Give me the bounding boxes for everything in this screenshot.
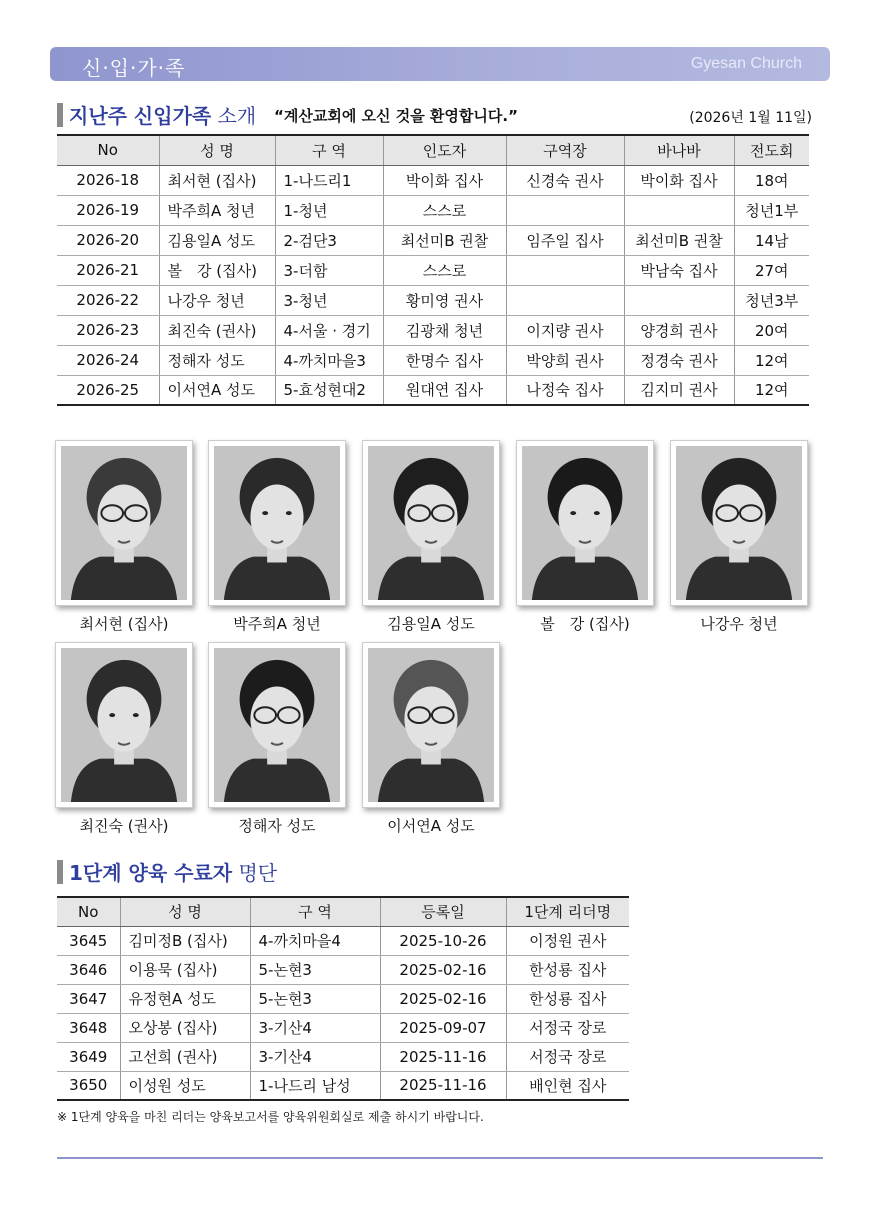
photo-caption: 김용일A 성도 [387, 615, 475, 633]
table-cell [506, 195, 624, 225]
table-cell: 3648 [57, 1013, 120, 1042]
intro-subtitle: 소개 [211, 104, 257, 128]
table-cell: 청년1부 [734, 195, 809, 225]
member-photo [55, 440, 193, 606]
table-cell: 2026-19 [57, 195, 159, 225]
table-cell [506, 255, 624, 285]
table-cell: 최서현 (집사) [159, 165, 275, 195]
table-row [57, 255, 809, 285]
member-photo [362, 440, 500, 606]
table-row [57, 195, 809, 225]
table-cell: 3646 [57, 955, 120, 984]
column-header: 바나바 [624, 135, 734, 165]
table-cell: 스스로 [383, 195, 506, 225]
table-row [57, 375, 809, 405]
table-cell: 2025-09-07 [380, 1013, 506, 1042]
heading-bar [57, 860, 63, 884]
column-header: No [57, 897, 120, 926]
table-cell: 김지미 권사 [624, 375, 734, 405]
table-cell: 3647 [57, 984, 120, 1013]
table-cell: 3-더함 [275, 255, 383, 285]
table-cell: 2026-21 [57, 255, 159, 285]
church-name: Gyesan Church [690, 55, 802, 72]
table-cell: 최선미B 권찰 [624, 225, 734, 255]
table-cell: 2026-22 [57, 285, 159, 315]
table-cell: 1-나드리 남성 [250, 1071, 380, 1100]
table-row [57, 165, 809, 195]
photo-caption: 최서현 (집사) [79, 615, 169, 633]
table-cell: 2025-02-16 [380, 984, 506, 1013]
table-cell: 청년3부 [734, 285, 809, 315]
table-cell: 3645 [57, 926, 120, 955]
table-cell: 김미정B (집사) [120, 926, 250, 955]
table-cell: 최선미B 권찰 [383, 225, 506, 255]
table-cell: 1-나드리1 [275, 165, 383, 195]
table-cell: 이지량 권사 [506, 315, 624, 345]
table-cell: 2025-11-16 [380, 1071, 506, 1100]
table-cell: 2026-23 [57, 315, 159, 345]
graduates-title: 1단계 양육 수료자 [69, 861, 233, 885]
table-cell: 신경숙 권사 [506, 165, 624, 195]
column-header: 구 역 [275, 135, 383, 165]
intro-heading [57, 100, 256, 129]
table-cell: 2025-11-16 [380, 1042, 506, 1071]
member-photo [208, 642, 346, 808]
table-cell: 배인현 집사 [506, 1071, 629, 1100]
photo-caption: 박주희A 청년 [233, 615, 321, 633]
table-cell: 2025-10-26 [380, 926, 506, 955]
section-banner [50, 47, 830, 81]
table-row [57, 926, 629, 955]
table-row [57, 315, 809, 345]
member-photo [55, 642, 193, 808]
table-row [57, 1013, 629, 1042]
table-cell: 20여 [734, 315, 809, 345]
table-cell: 5-논현3 [250, 955, 380, 984]
table-row [57, 984, 629, 1013]
column-header: No [57, 135, 159, 165]
photo-caption: 정해자 성도 [238, 817, 316, 835]
table-cell: 나정숙 집사 [506, 375, 624, 405]
intro-title: 지난주 신입가족 [69, 104, 212, 128]
member-photo [670, 440, 808, 606]
table-cell: 2026-18 [57, 165, 159, 195]
column-header: 구 역 [250, 897, 380, 926]
table-cell: 양경희 권사 [624, 315, 734, 345]
table-row [57, 1042, 629, 1071]
column-header: 구역장 [506, 135, 624, 165]
table-cell: 박이화 집사 [383, 165, 506, 195]
table-cell: 임주일 집사 [506, 225, 624, 255]
table-cell: 원대연 집사 [383, 375, 506, 405]
table-cell: 5-효성현대2 [275, 375, 383, 405]
table-cell: 5-논현3 [250, 984, 380, 1013]
new-members-table [57, 134, 809, 406]
table-cell: 12여 [734, 345, 809, 375]
intro-date: (2026년 1월 11일) [689, 110, 812, 126]
photo-caption: 최진숙 (권사) [79, 817, 169, 835]
table-cell: 2026-25 [57, 375, 159, 405]
member-photo [362, 642, 500, 808]
table-cell: 최진숙 (권사) [159, 315, 275, 345]
graduates-subtitle: 명단 [232, 861, 278, 885]
heading-bar [57, 103, 63, 127]
table-cell: 이성원 성도 [120, 1071, 250, 1100]
table-cell: 이서연A 성도 [159, 375, 275, 405]
footnote: ※ 1단계 양육을 마친 리더는 양육보고서를 양육위원회실로 제출 하시기 바랍니다. [57, 1110, 484, 1124]
graduates-heading [57, 857, 277, 886]
table-cell: 박남숙 집사 [624, 255, 734, 285]
table-cell: 4-서울 · 경기 [275, 315, 383, 345]
table-cell: 정경숙 권사 [624, 345, 734, 375]
table-cell [624, 195, 734, 225]
table-row [57, 1071, 629, 1100]
table-cell: 이용묵 (집사) [120, 955, 250, 984]
photo-caption: 이서연A 성도 [387, 817, 475, 835]
photo-caption: 볼 강 (집사) [540, 615, 630, 633]
table-cell: 2026-24 [57, 345, 159, 375]
bottom-divider [57, 1157, 823, 1159]
table-cell: 김용일A 성도 [159, 225, 275, 255]
table-row [57, 225, 809, 255]
table-cell: 3-기산4 [250, 1013, 380, 1042]
table-cell: 한성룡 집사 [506, 984, 629, 1013]
table-cell: 정해자 성도 [159, 345, 275, 375]
table-cell: 볼 강 (집사) [159, 255, 275, 285]
member-photo [516, 440, 654, 606]
column-header: 1단계 리더명 [506, 897, 629, 926]
table-row [57, 345, 809, 375]
table-cell: 유정현A 성도 [120, 984, 250, 1013]
table-cell: 18여 [734, 165, 809, 195]
member-photo [208, 440, 346, 606]
table-cell: 한명수 집사 [383, 345, 506, 375]
table-row [57, 285, 809, 315]
table-cell: 3650 [57, 1071, 120, 1100]
table-cell: 3-청년 [275, 285, 383, 315]
table-cell: 3649 [57, 1042, 120, 1071]
welcome-text: “계산교회에 오신 것을 환영합니다.” [274, 107, 518, 125]
table-cell: 14남 [734, 225, 809, 255]
table-cell: 한성룡 집사 [506, 955, 629, 984]
table-cell: 나강우 청년 [159, 285, 275, 315]
column-header: 성 명 [120, 897, 250, 926]
table-cell: 이정원 권사 [506, 926, 629, 955]
table-cell: 박주희A 청년 [159, 195, 275, 225]
table-cell: 오상봉 (집사) [120, 1013, 250, 1042]
photo-caption: 나강우 청년 [700, 615, 778, 633]
table-cell: 2025-02-16 [380, 955, 506, 984]
table-cell: 서정국 장로 [506, 1013, 629, 1042]
table-cell: 2026-20 [57, 225, 159, 255]
column-header: 성 명 [159, 135, 275, 165]
table-cell: 고선희 (권사) [120, 1042, 250, 1071]
table-cell: 스스로 [383, 255, 506, 285]
table-cell: 서정국 장로 [506, 1042, 629, 1071]
table-row [57, 955, 629, 984]
table-cell [506, 285, 624, 315]
table-cell: 1-청년 [275, 195, 383, 225]
banner-title: 신·입·가·족 [82, 56, 186, 80]
table-cell: 2-검단3 [275, 225, 383, 255]
graduates-table [57, 896, 629, 1101]
column-header: 등록일 [380, 897, 506, 926]
table-cell: 박양희 권사 [506, 345, 624, 375]
table-cell: 4-까치마을3 [275, 345, 383, 375]
column-header: 전도회 [734, 135, 809, 165]
table-cell: 김광채 청년 [383, 315, 506, 345]
column-header: 인도자 [383, 135, 506, 165]
table-cell: 박이화 집사 [624, 165, 734, 195]
table-cell: 12여 [734, 375, 809, 405]
table-cell [624, 285, 734, 315]
table-cell: 3-기산4 [250, 1042, 380, 1071]
table-cell: 황미영 권사 [383, 285, 506, 315]
table-cell: 4-까치마을4 [250, 926, 380, 955]
table-cell: 27여 [734, 255, 809, 285]
